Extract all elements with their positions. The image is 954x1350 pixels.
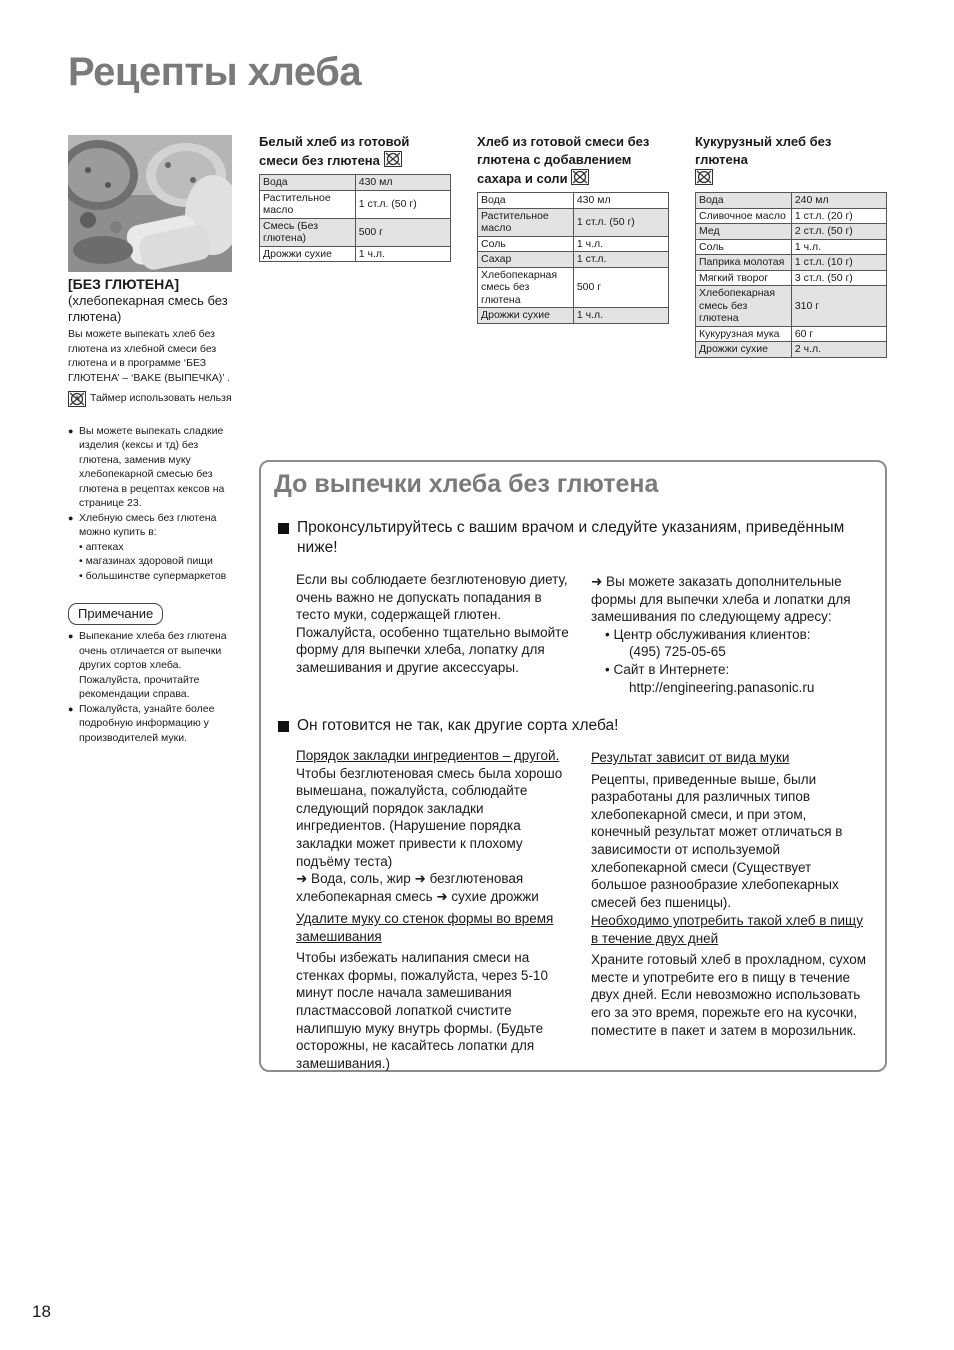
site-url: http://engineering.panasonic.ru <box>629 679 815 695</box>
service-label: • Центр обслуживания клиентов: <box>605 626 811 642</box>
table-row: Смесь (Без глютена) 500 г <box>260 218 451 246</box>
sidebar-bullets <box>68 424 232 584</box>
shop-list <box>79 540 232 584</box>
shop-item: • аптеках <box>79 540 124 553</box>
table-row: Хлебопекарная смесь без глютена 500 г <box>478 267 669 308</box>
remove-heading: Удалите муку со стенок формы во время замешивания <box>296 911 554 944</box>
shop-item: • большинстве супермаркетов <box>79 569 227 582</box>
sidebar <box>68 276 232 745</box>
table-row: Растительное масло 1 ст.л. (50 г) <box>260 190 451 218</box>
table-row: Паприка молотая 1 ст.л. (10 г) <box>696 255 887 271</box>
table-row: Вода 430 мл <box>260 175 451 191</box>
table-row: Дрожжи сухие 1 ч.л. <box>478 308 669 324</box>
ingredients-table <box>695 192 887 358</box>
timer-note-text: Таймер использовать нельзя <box>90 392 232 404</box>
section-heading-consult: Проконсультируйтесь с вашим врачом и следуйте указаниям, приведённым ниже! <box>278 518 863 558</box>
note-item: ● Выпекание хлеба без глютена очень отличается от выпечки других сортов хлеба. Пожалуйста, прочитайте рекомендации справа. <box>68 630 227 700</box>
result-block <box>591 749 869 911</box>
page-title: Рецепты хлеба <box>68 50 362 94</box>
eat-text: Храните готовый хлеб в прохладном, сухом месте и употребите его в пищу в течение двух дней. Если невозможно использовать его за это время, порежьте его на кусочки, поместите в пакет и затем в морозильник. <box>591 952 867 1038</box>
remove-text: Чтобы избежать налипания смеси на стенках формы, пожалуйста, через 5-10 минут после начала замешивания пластмассовой лопаткой счистите налипшую муку внутрь формы. (Будьте осторожны, не касайтесь лопатки для замешивания.) <box>296 950 548 1071</box>
table-row: Дрожжи сухие 1 ч.л. <box>260 246 451 262</box>
table-row: Вода 430 мл <box>478 193 669 209</box>
recipe-title: Белый хлеб из готовой смеси без глютена <box>259 133 451 172</box>
table-row: Растительное масло 1 ст.л. (50 г) <box>478 208 669 236</box>
recipe-white-bread <box>259 133 451 262</box>
eat-heading: Необходимо употребить такой хлеб в пищу в течение двух дней <box>591 913 864 946</box>
result-heading: Результат зависит от вида муки <box>591 750 790 765</box>
recipe-sugar-salt-bread <box>477 133 669 324</box>
list-item: ● Хлебную смесь без глютена можно купить в: <box>68 511 217 538</box>
recipe-corn-bread <box>695 133 887 358</box>
table-row: Мед 2 ст.л. (50 г) <box>696 224 887 240</box>
square-bullet-icon <box>278 523 289 534</box>
page-number: 18 <box>32 1302 51 1321</box>
ingredients-table <box>477 192 669 324</box>
order-text: Чтобы безглютеновая смесь была хорошо вымешана, пожалуйста, соблюдайте следующий порядок закладки ингредиентов. (Нарушение порядка закладки может привести к плохому подъёму теста) <box>296 765 563 869</box>
eat-within-block <box>591 912 869 1039</box>
ingredients-table <box>259 174 451 262</box>
no-timer-icon <box>571 169 589 190</box>
recipe-title: Кукурузный хлеб без глютена <box>695 133 887 190</box>
table-row: Соль 1 ч.л. <box>696 239 887 255</box>
table-row: Соль 1 ч.л. <box>478 236 669 252</box>
table-row: Хлебопекарная смесь без глютена 310 г <box>696 286 887 327</box>
recipe-title: Хлеб из готовой смеси без глютена с добавлением сахара и соли <box>477 133 669 190</box>
order-parts-paragraph: ➜ Вы можете заказать дополнительные формы для выпечки хлеба и лопатки для замешивания по следующему адресу: • Центр обслуживания клиентов: (495) 725-05-65 • Сайт в Интернете: http://engineering.panasonic.ru <box>591 573 871 696</box>
table-row: Сахар 1 ст.л. <box>478 252 669 268</box>
order-heading: Порядок закладки ингредиентов – другой. <box>296 748 560 763</box>
table-row: Сливочное масло 1 ст.л. (20 г) <box>696 208 887 224</box>
service-phone: (495) 725-05-65 <box>629 644 726 660</box>
no-timer-icon <box>384 151 402 172</box>
result-text: Рецепты, приведенные выше, были разработаны для различных типов хлебопекарной смеси, и при этом, конечный результат может отличаться в зависимости от используемой хлебопекарной смеси (Существует большое разнообразие хлебопекарных смесей без пшеницы). <box>591 771 843 910</box>
note-label: Примечание <box>68 603 163 625</box>
remove-flour-block <box>296 910 574 1072</box>
no-timer-icon <box>68 391 86 412</box>
sidebar-heading: [БЕЗ ГЛЮТЕНА] <box>68 276 179 292</box>
washing-paragraph: Если вы соблюдаете безглютеновую диету, очень важно не допускать попадания в тесто муки, содержащей глютен. Пожалуйста, особенно тщательно вымойте форму для выпечки хлеба, лопатку для замешивания и другие аксессуары. <box>296 572 569 675</box>
site-label: • Сайт в Интернете: <box>605 661 730 677</box>
order-ingredients-block <box>296 747 574 905</box>
order-sequence: ➜ Вода, соль, жир ➜ безглютеновая хлебопекарная смесь ➜ сухие дрожжи <box>296 871 539 904</box>
timer-note <box>68 391 232 412</box>
box-title: До выпечки хлеба без глютена <box>274 470 659 498</box>
no-timer-icon <box>695 169 713 190</box>
sidebar-subheading: (хлебопекарная смесь без глютена) <box>68 293 228 324</box>
note-item: ● Пожалуйста, узнайте более подробную информацию у производителей муки. <box>68 702 215 744</box>
shop-item: • магазинах здоровой пищи <box>79 555 213 567</box>
table-row: Вода 240 мл <box>696 193 887 209</box>
table-row: Кукурузная мука 60 г <box>696 326 887 342</box>
bread-photo <box>68 135 232 272</box>
section-heading-different: Он готовится не так, как другие сорта хлеба! <box>278 716 863 736</box>
list-item: ● Вы можете выпекать сладкие изделия (кексы и тд) без глютена, заменив муку хлебопекарной смесью без глютена в рецептах кексов на странице 23. <box>68 424 225 509</box>
square-bullet-icon <box>278 721 289 732</box>
table-row: Дрожжи сухие 2 ч.л. <box>696 342 887 358</box>
sidebar-intro: Вы можете выпекать хлеб без глютена из хлебной смеси без глютена и в программе ‘БЕЗ ГЛЮТЕНА’ – ‘BAKE (ВЫПЕЧКА)’ . <box>68 328 231 384</box>
table-row: Мягкий творог 3 ст.л. (50 г) <box>696 270 887 286</box>
